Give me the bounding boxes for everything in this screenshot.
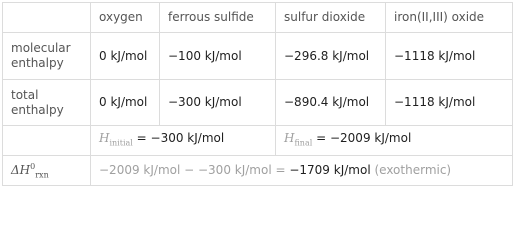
table-cell: 0 kJ/mol — [91, 80, 160, 126]
enthalpy-table — [2, 2, 513, 186]
table-cell: −296.8 kJ/mol — [276, 33, 386, 80]
initial-value: = −300 kJ/mol — [132, 130, 225, 145]
table-cell: −1118 kJ/mol — [386, 80, 513, 126]
corner-cell — [3, 3, 91, 33]
initial-enthalpy — [91, 126, 276, 156]
final-enthalpy — [276, 126, 513, 156]
table-cell: −890.4 kJ/mol — [276, 80, 386, 126]
reaction-note: (exothermic) — [370, 163, 452, 177]
header-row — [3, 3, 513, 33]
table-cell: −300 kJ/mol — [160, 80, 276, 126]
row-label: molecular enthalpy — [3, 33, 91, 80]
table-cell: −100 kJ/mol — [160, 33, 276, 80]
reaction-label: $\Delta H^0_{rxn}$ — [3, 156, 91, 186]
totals-row — [3, 126, 513, 156]
table-row — [3, 33, 513, 80]
row-label: total enthalpy — [3, 80, 91, 126]
column-header: ferrous sulfide — [160, 3, 276, 33]
final-symbol: $H_{final}$ — [284, 130, 313, 148]
column-header: oxygen — [91, 3, 160, 33]
table-cell: 0 kJ/mol — [91, 33, 160, 80]
reaction-row — [3, 156, 513, 186]
empty-cell — [3, 126, 91, 156]
final-value: = −2009 kJ/mol — [312, 130, 412, 145]
reaction-enthalpy — [91, 156, 513, 186]
column-header: iron(II,III) oxide — [386, 3, 513, 33]
table-row — [3, 80, 513, 126]
table-cell: −1118 kJ/mol — [386, 33, 513, 80]
reaction-expression: −2009 kJ/mol − −300 kJ/mol = — [99, 163, 290, 177]
reaction-result: −1709 kJ/mol — [289, 163, 371, 177]
column-header: sulfur dioxide — [276, 3, 386, 33]
initial-symbol: $H_{initial}$ — [99, 130, 133, 148]
